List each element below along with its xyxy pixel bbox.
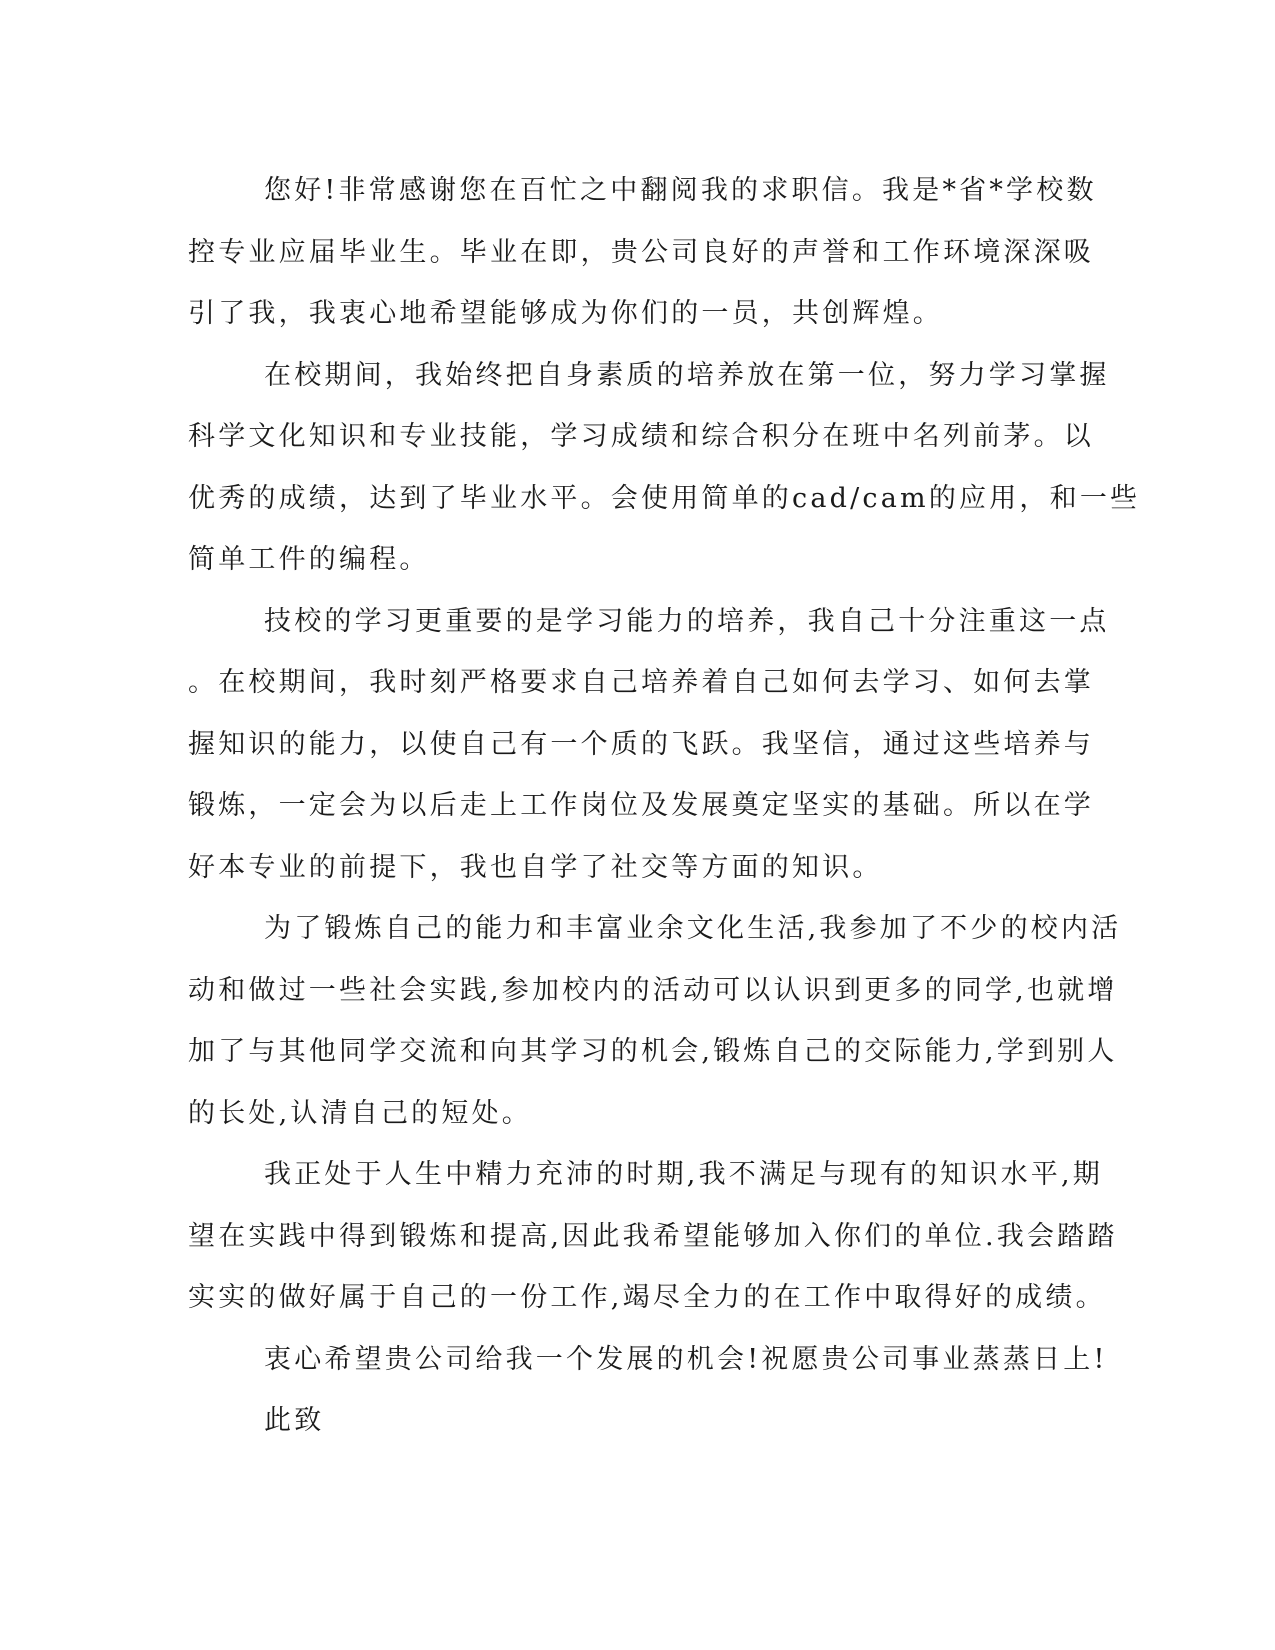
text-line: 技校的学习更重要的是学习能力的培养，我自己十分注重这一点: [264, 605, 1110, 637]
text-line: 简单工件的编程。: [188, 544, 430, 575]
text-line: 在校期间，我始终把自身素质的培养放在第一位，努力学习掌握: [264, 359, 1110, 391]
text-line: 优秀的成绩，达到了毕业水平。会使用简单的cad/cam的应用，和一些: [188, 482, 1141, 514]
text-line: 实实的做好属于自己的一份工作,竭尽全力的在工作中取得好的成绩。: [188, 1282, 1106, 1313]
text-line: 。在校期间，我时刻严格要求自己培养着自己如何去学习、如何去掌: [188, 667, 1094, 698]
text-line: 望在实践中得到锻炼和提高,因此我希望能够加入你们的单位.我会踏踏: [188, 1220, 1118, 1252]
text-line: 引了我，我衷心地希望能够成为你们的一员，共创辉煌。: [188, 298, 943, 329]
text-line: 的长处,认清自己的短处。: [188, 1097, 532, 1129]
text-line: 锻炼，一定会为以后走上工作岗位及发展奠定坚实的基础。所以在学: [188, 790, 1094, 821]
text-line: 为了锻炼自己的能力和丰富业余文化生活,我参加了不少的校内活: [264, 913, 1122, 944]
text-line: 此致: [264, 1405, 325, 1436]
text-line: 您好!非常感谢您在百忙之中翻阅我的求职信。我是*省*学校数: [264, 175, 1097, 206]
text-line: 科学文化知识和专业技能，学习成绩和综合积分在班中名列前茅。以: [188, 421, 1094, 452]
text-line: 动和做过一些社会实践,参加校内的活动可以认识到更多的同学,也就增: [188, 974, 1118, 1006]
text-line: 衷心希望贵公司给我一个发展的机会!祝愿贵公司事业蒸蒸日上!: [264, 1343, 1108, 1375]
text-line: 好本专业的前提下，我也自学了社交等方面的知识。: [188, 851, 883, 883]
text-line: 加了与其他同学交流和向其学习的机会,锻炼自己的交际能力,学到别人: [188, 1036, 1118, 1067]
text-line: 握知识的能力，以使自己有一个质的飞跃。我坚信，通过这些培养与: [188, 728, 1094, 760]
letter-body: [188, 160, 1141, 1452]
text-line: 控专业应届毕业生。毕业在即，贵公司良好的声誉和工作环境深深吸: [188, 236, 1094, 268]
text-line: 我正处于人生中精力充沛的时期,我不满足与现有的知识水平,期: [264, 1159, 1103, 1190]
